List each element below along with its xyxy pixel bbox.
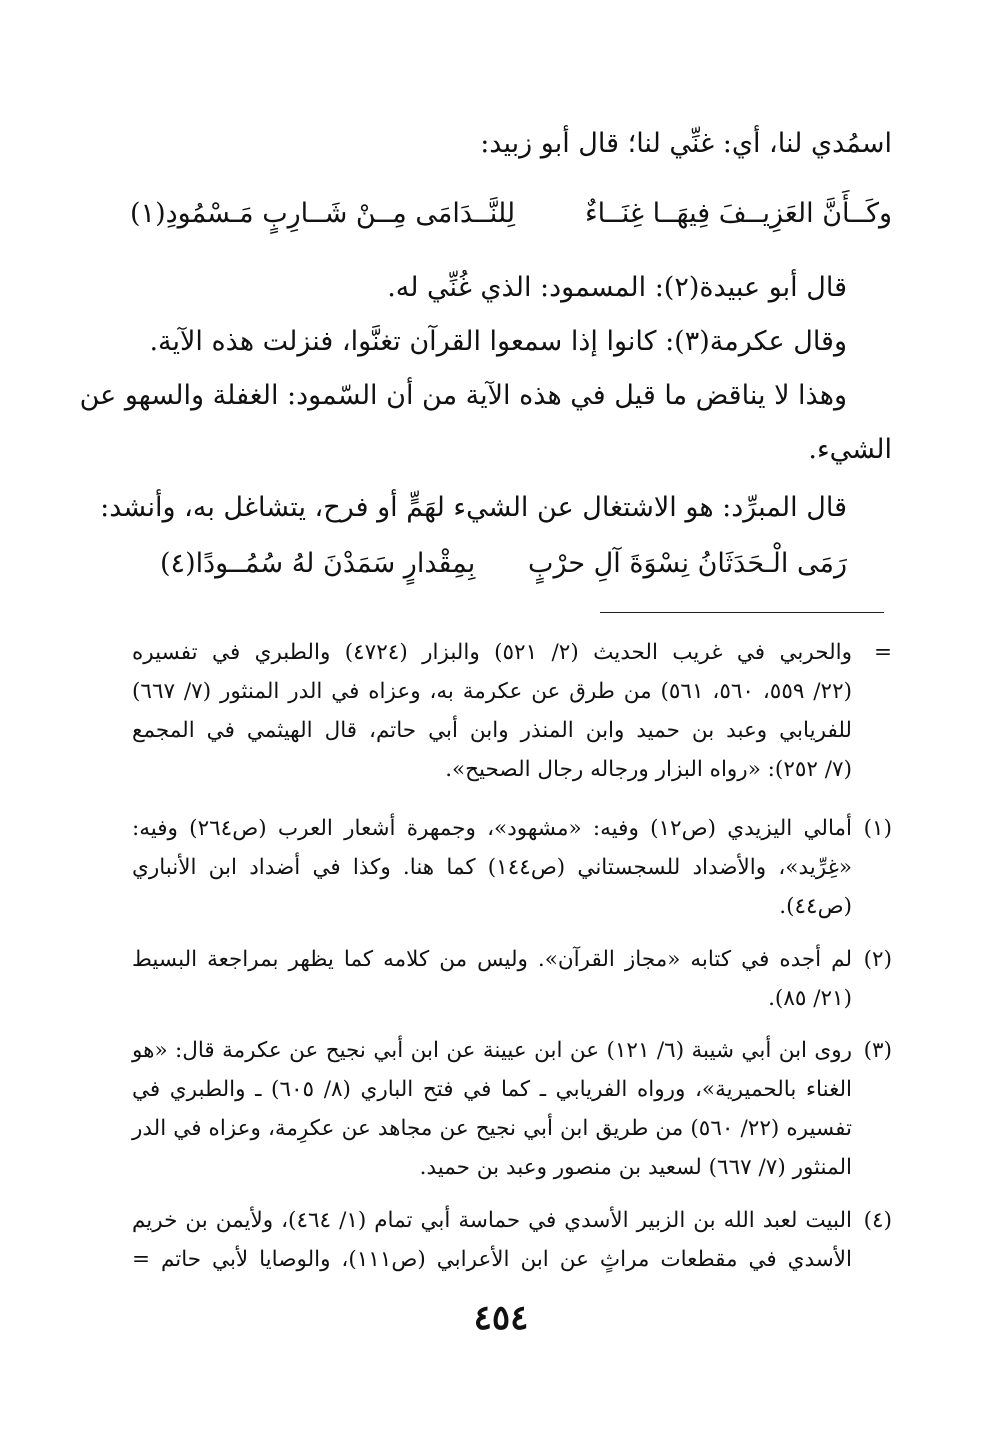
footnote-number: (١) bbox=[863, 816, 892, 841]
page-number: ٤٥٤ bbox=[473, 1298, 529, 1338]
footnote-separator bbox=[600, 612, 884, 613]
footnote-line: (٢١/ ٨٥). bbox=[768, 986, 852, 1011]
footnote-line: البيت لعبد الله بن الزبير الأسدي في حماسة أبي تمام (١/ ٤٦٤)، ولأيمن بن خريم bbox=[132, 1208, 853, 1233]
footnote-line: الغناء بالحميرية»، ورواه الفريابي ـ كما في فتح الباري (٨/ ٦٠٥) ـ والطبري في bbox=[132, 1077, 852, 1102]
footnote-number: (٢) bbox=[863, 947, 892, 972]
body-line-4: وهذا لا يناقض ما قيل في هذه الآية من أن السّمود: الغفلة والسهو عن bbox=[79, 380, 847, 411]
footnote-line: تفسيره (٢٢/ ٥٦٠) من طريق ابن أبي نجيح عن مجاهد عن عكرِمة، وعزاه في الدر bbox=[132, 1116, 852, 1141]
footnote-line: (ص٤٤). bbox=[779, 894, 852, 919]
body-line-6: قال المبرِّد: هو الاشتغال عن الشيء لهَمٍّ أو فرح، يتشاغل به، وأنشد: bbox=[100, 492, 847, 523]
footnote-4 bbox=[132, 1201, 892, 1279]
footnote-1 bbox=[132, 809, 892, 926]
footnote-line: أمالي اليزيدي (ص١٢) وفيه: «مشهود»، وجمهرة أشعار العرب (ص٢٦٤) وفيه: bbox=[132, 816, 852, 841]
body-line-1: اسمُدي لنا، أي: غنِّي لنا؛ قال أبو زبيد: bbox=[480, 128, 892, 159]
footnote-2 bbox=[132, 940, 892, 1018]
footnote-marker: = bbox=[873, 640, 892, 665]
footnote-continued bbox=[132, 633, 892, 789]
verse-2-second-hemistich: بِمِقْدارٍ سَمَدْنَ لهُ سُمُــودًا(٤) bbox=[160, 548, 476, 579]
verse-2-first-hemistich: رَمَى الْـحَدَثَانُ نِسْوَةَ آلِ حرْبٍ bbox=[528, 548, 847, 579]
footnote-number: (٣) bbox=[863, 1038, 892, 1063]
body-line-3: وقال عكرمة(٣): كانوا إذا سمعوا القرآن تغنَّوا، فنزلت هذه الآية. bbox=[149, 326, 847, 357]
verse-1-second-hemistich: لِلنَّــدَامَى مِــنْ شَــارِبٍ مَـسْمُودِ(١) bbox=[130, 198, 516, 229]
footnote-line: والحربي في غريب الحديث (٢/ ٥٢١) والبزار (٤٧٢٤) والطبري في تفسيره bbox=[132, 640, 853, 665]
body-line-5: الشيء. bbox=[808, 434, 892, 465]
footnote-line: الأسدي في مقطعات مراثٍ عن ابن الأعرابي (ص١١١)، والوصايا لأبي حاتم = bbox=[132, 1247, 853, 1272]
footnote-line: (٢٢/ ٥٥٩، ٥٦٠، ٥٦١) من طرق عن عكرمة به، وعزاه في الدر المنثور (٧/ ٦٦٧) bbox=[132, 679, 853, 704]
footnote-line: للفريابي وعبد بن حميد وابن المنذر وابن أبي حاتم، قال الهيثمي في المجمع bbox=[132, 718, 852, 743]
verse-1-first-hemistich: وكَــأَنَّ العَزِيــفَ فِيهَــا غِنَــاءٌ bbox=[584, 198, 892, 229]
footnote-line: (٧/ ٢٥٢): «رواه البزار ورجاله رجال الصحيح». bbox=[445, 757, 852, 782]
footnote-text bbox=[132, 940, 852, 1018]
footnote-line: روى ابن أبي شيبة (٦/ ١٢١) عن ابن عيينة عن ابن أبي نجيح عن عكرمة قال: «هو bbox=[132, 1038, 853, 1063]
footnote-text bbox=[132, 633, 852, 789]
footnote-line: «غِرِّيد»، والأضداد للسجستاني (ص١٤٤) كما هنا. وكذا في أضداد ابن الأنباري bbox=[132, 855, 852, 880]
footnote-text bbox=[132, 1031, 852, 1187]
footnote-text bbox=[132, 1201, 852, 1279]
footnote-line: لم أجده في كتابه «مجاز القرآن». وليس من كلامه كما يظهر بمراجعة البسيط bbox=[132, 947, 852, 972]
footnote-number: (٤) bbox=[863, 1208, 892, 1233]
footnote-text bbox=[132, 809, 852, 926]
footnote-3 bbox=[132, 1031, 892, 1187]
body-line-2: قال أبو عبيدة(٢): المسمود: الذي غُنِّي له. bbox=[387, 272, 847, 303]
footnote-line: المنثور (٧/ ٦٦٧) لسعيد بن منصور وعبد بن حميد. bbox=[419, 1155, 852, 1180]
